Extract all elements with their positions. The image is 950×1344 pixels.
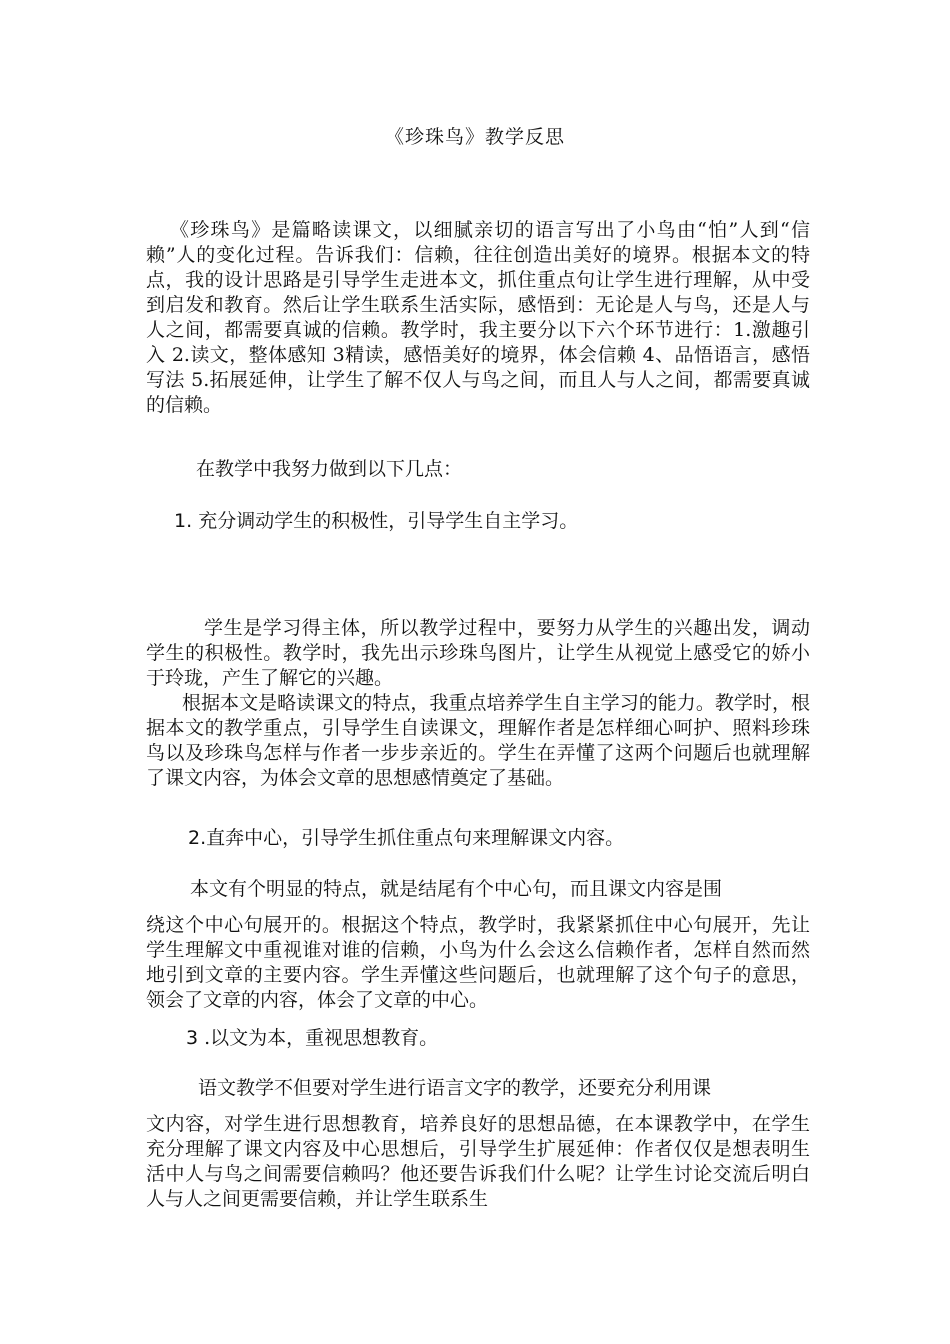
point-2-number: 2. [188, 827, 207, 849]
point-3-paragraph-first-line: 语文教学不但要对学生进行语言文字的教学，还要充分利用课 [198, 1077, 712, 1099]
point-2-paragraph-first-line: 本文有个明显的特点，就是结尾有个中心句，而且课文内容是围 [190, 878, 723, 900]
point-1-number: 1. [174, 510, 193, 532]
point-3-text: .以文为本，重视思想教育。 [204, 1027, 439, 1049]
point-1-heading [174, 508, 578, 534]
point-2-paragraph-rest: 绕这个中心句展开的。根据这个特点，教学时，我紧紧抓住中心句展开，先让学生理解文中重视谁对谁的信赖，小鸟为什么会这么信赖作者，怎样自然而然地引到文章的主要内容。学生弄懂这些问题后，也就理解了这个句子的意思，领会了文章的内容，体会了文章的中心。 [146, 914, 810, 1011]
intro-paragraph: 《珍珠鸟》是篇略读课文，以细腻亲切的语言写出了小鸟由“怕”人到“信赖”人的变化过程。告诉我们：信赖，往往创造出美好的境界。根据本文的特点，我的设计思路是引导学生走进本文，抓住重点句让学生进行理解，从中受到启发和教育。然后让学生联系生活实际，感悟到：无论是人与鸟，还是人与人之间，都需要真诚的信赖。教学时，我主要分以下六个环节进行：1.激趣引入 2.读文，整体感知 3精读，感悟美好的境界，体会信赖 4、品悟语言，感悟写法 5.拓展延伸，让学生了解不仅人与鸟之间，而且人与人之间，都需要真诚的信赖。 [146, 219, 810, 416]
lead-sentence: 在教学中我努力做到以下几点： [196, 458, 463, 480]
point-3-heading [186, 1025, 438, 1051]
document-title: 《珍珠鸟》教学反思 [384, 126, 565, 148]
point-1-text: 充分调动学生的积极性，引导学生自主学习。 [198, 510, 579, 532]
point-2-text: 直奔中心，引导学生抓住重点句来理解课文内容。 [206, 827, 625, 849]
point-2-heading [188, 825, 624, 851]
point-1-paragraph-a: 学生是学习得主体，所以教学过程中，要努力从学生的兴趣出发，调动学生的积极性。教学时，我先出示珍珠鸟图片，让学生从视觉上感受它的娇小于玲珑，产生了解它的兴趣。 [146, 617, 810, 689]
point-3-number: 3 [186, 1027, 199, 1049]
point-1-paragraph-b: 根据本文是略读课文的特点，我重点培养学生自主学习的能力。教学时，根据本文的教学重点，引导学生自读课文，理解作者是怎样细心呵护、照料珍珠鸟以及珍珠鸟怎样与作者一步步亲近的。学生在弄懂了这两个问题后也就理解了课文内容，为体会文章的思想感情奠定了基础。 [146, 692, 810, 789]
point-3-paragraph-rest: 文内容，对学生进行思想教育，培养良好的思想品德，在本课教学中，在学生充分理解了课文内容及中心思想后，引导学生扩展延伸：作者仅仅是想表明生活中人与鸟之间需要信赖吗？他还要告诉我们什么呢？让学生讨论交流后明白人与人之间更需要信赖，并让学生联系生 [146, 1113, 810, 1210]
